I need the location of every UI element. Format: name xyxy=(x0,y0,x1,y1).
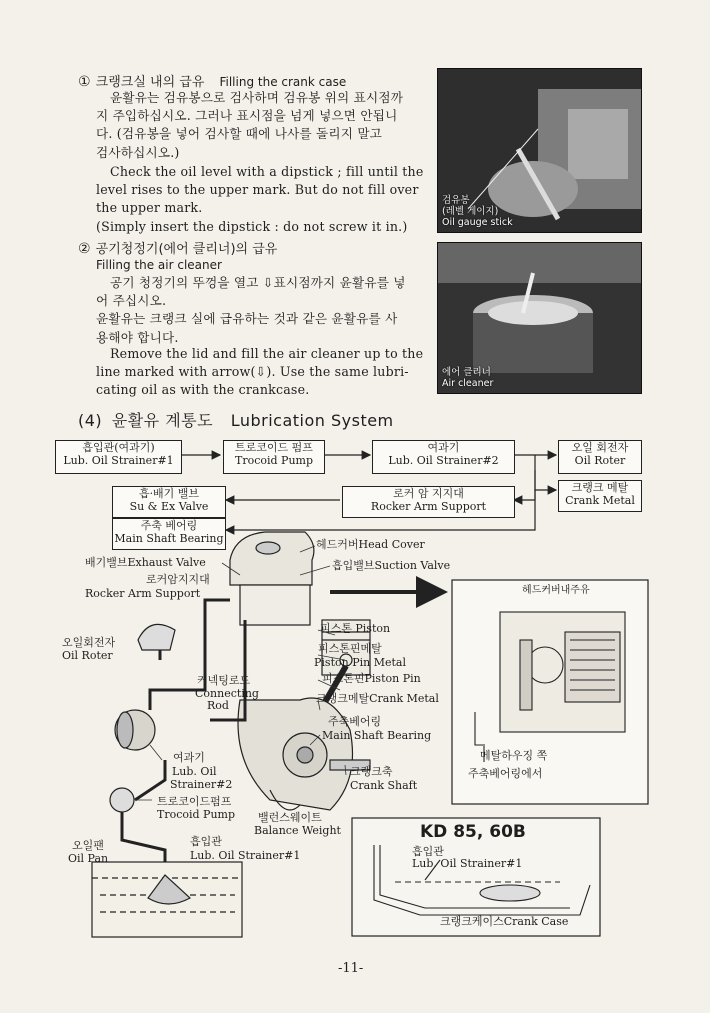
text-line: Remove the lid and fill the air cleaner up to the xyxy=(110,346,424,361)
section4-number: (4) xyxy=(78,411,103,430)
box-ko: 흡·배기 밸브 xyxy=(138,487,200,500)
label-crank-shaft-en: Crank Shaft xyxy=(350,779,418,792)
caption-ko: 검유봉 xyxy=(442,195,470,206)
text-line: 지 주입하십시오. 그러나 표시점을 넘게 넣으면 안됩니 xyxy=(96,108,398,124)
flow-box-strainer1 xyxy=(55,440,182,474)
text-line: 용해야 합니다. xyxy=(96,329,179,345)
label-oil-roter-ko: 오일회전자 xyxy=(62,636,116,649)
caption-en: Air cleaner xyxy=(442,378,494,389)
caption-en: Oil gauge stick xyxy=(442,217,513,228)
label-oil-roter-en: Oil Roter xyxy=(62,649,113,662)
section2-title-ko: 공기청정기(에어 클리너)의 급유 xyxy=(95,242,278,257)
section2-number: ② xyxy=(78,241,91,257)
flow-box-rocker-arm xyxy=(342,486,515,518)
text-line: the upper mark. xyxy=(96,200,203,216)
box-ko: 여과기 xyxy=(427,441,460,454)
box-ko: 트로코이드 펌프 xyxy=(235,441,313,454)
box-en: Trocoid Pump xyxy=(234,454,313,467)
text-line: cating oil as with the crankcase. xyxy=(96,382,310,398)
text-line: line marked with arrow(⇩). Use the same lubri- xyxy=(96,364,409,380)
flow-box-trocoid-pump xyxy=(223,440,325,474)
inset-title: 헤드커버내주유 xyxy=(522,585,590,596)
kd-crank-case: 크랭크케이스Crank Case xyxy=(440,915,569,928)
page-number: -11- xyxy=(338,961,364,976)
label-rocker-ko: 로커암지지대 xyxy=(146,573,210,586)
flow-box-oil-roter xyxy=(558,440,642,474)
label-connecting-en2: Rod xyxy=(207,699,229,712)
box-en: Main Shaft Bearing xyxy=(114,532,224,545)
label-rocker-en: Rocker Arm Support xyxy=(85,587,201,600)
inset-metal-label: 메탈하우징 쪽 xyxy=(480,749,548,762)
box-en: Rocker Arm Support xyxy=(370,500,487,513)
section1-title-en: Filling the crank case xyxy=(219,75,347,89)
text-line: 윤활유는 검유봉으로 검사하며 검유봉 위의 표시점까 xyxy=(110,90,404,105)
label-piston-pin-metal-en: Piston Pin Metal xyxy=(314,656,406,669)
section4-title-en: Lubrication System xyxy=(230,411,394,430)
label-balance-ko: 밸런스웨이트 xyxy=(258,811,322,824)
section1-number: ① xyxy=(78,74,91,90)
section4-title-ko: 윤활유 계통도 xyxy=(111,411,214,430)
caption-ko2: (레벨 게이지) xyxy=(442,206,499,217)
box-ko: 주축 베어링 xyxy=(140,519,198,532)
label-trocoid-en: Trocoid Pump xyxy=(157,808,236,821)
box-ko: 로커 암 지지대 xyxy=(393,487,464,500)
label-strainer1-en: Lub. Oil Strainer#1 xyxy=(190,849,301,862)
label-connecting-ko: 커넥팅로드 xyxy=(197,674,251,687)
label-piston: 피스톤 Piston xyxy=(320,622,391,635)
kd-strainer-ko: 흡입관 xyxy=(412,845,444,858)
section2-title-en: Filling the air cleaner xyxy=(96,258,222,272)
box-ko: 크랭크 메탈 xyxy=(571,481,629,494)
box-en: Lub. Oil Strainer#1 xyxy=(63,454,174,467)
label-suction-valve: 흡입밸브Suction Valve xyxy=(332,559,451,572)
label-main-shaft-ko: 주축베어링 xyxy=(328,715,382,728)
box-en: Lub. Oil Strainer#2 xyxy=(388,454,499,467)
label-piston-pin-metal-ko: 피스톤핀메탈 xyxy=(318,642,382,655)
label-strainer2-en2: Strainer#2 xyxy=(170,778,233,791)
label-crank-shaft-ko: 크랭크축 xyxy=(350,765,393,778)
flow-box-strainer2 xyxy=(372,440,515,474)
flow-box-main-shaft-bearing xyxy=(112,518,226,550)
label-strainer1-ko: 흡입관 xyxy=(190,835,222,848)
box-en: Crank Metal xyxy=(565,494,635,507)
flow-box-crank-metal xyxy=(558,480,642,512)
flow-box-su-ex-valve xyxy=(112,486,226,518)
caption-ko: 에어 클리너 xyxy=(442,367,491,378)
label-head-cover: 헤드커버Head Cover xyxy=(316,538,425,551)
text-line: 다. (검유봉을 넣어 검사할 때에 나사를 돌리지 말고 xyxy=(96,126,383,142)
label-strainer2-ko: 여과기 xyxy=(173,751,205,764)
label-piston-pin: 피스톤핀Piston Pin xyxy=(322,672,421,685)
label-exhaust-valve: 배기밸브Exhaust Valve xyxy=(85,556,206,569)
text-line: level rises to the upper mark. But do not fill over xyxy=(96,182,419,198)
label-balance-en: Balance Weight xyxy=(254,824,341,837)
kd-strainer-en: Lub. Oil Strainer#1 xyxy=(412,857,523,870)
label-connecting-en: Connecting xyxy=(195,687,259,700)
label-oil-pan-ko: 오일팬 xyxy=(72,839,104,852)
text-line: 검사하십시오.) xyxy=(96,144,180,160)
text-line: 윤활유는 크랭크 실에 급유하는 것과 같은 윤활유를 사 xyxy=(96,311,398,327)
label-main-shaft-en: Main Shaft Bearing xyxy=(322,729,432,742)
label-oil-pan-en: Oil Pan xyxy=(68,852,109,865)
text-line: Check the oil level with a dipstick ; fill until the xyxy=(110,164,424,179)
section1-title-ko: 크랭크실 내의 급유 xyxy=(95,75,205,90)
inset-bearing-label: 주축베어링에서 xyxy=(468,767,543,780)
text-line: 공기 청정기의 뚜껑을 열고 ⇩표시점까지 윤활유를 넣 xyxy=(110,275,406,290)
label-crank-metal: 크랭크메탈Crank Metal xyxy=(316,692,439,705)
label-trocoid-ko: 트로코이드펌프 xyxy=(157,795,232,808)
text-line: (Simply insert the dipstick : do not screw it in.) xyxy=(96,218,408,234)
box-en: Su & Ex Valve xyxy=(129,500,209,513)
text-line: 어 주십시오. xyxy=(96,293,167,309)
box-ko: 흡입관(여과기) xyxy=(82,441,155,454)
box-en: Oil Roter xyxy=(574,454,626,467)
label-strainer2-en: Lub. Oil xyxy=(172,765,217,778)
box-ko: 오일 회전자 xyxy=(571,441,629,454)
kd-model-title: KD 85, 60B xyxy=(420,822,526,842)
